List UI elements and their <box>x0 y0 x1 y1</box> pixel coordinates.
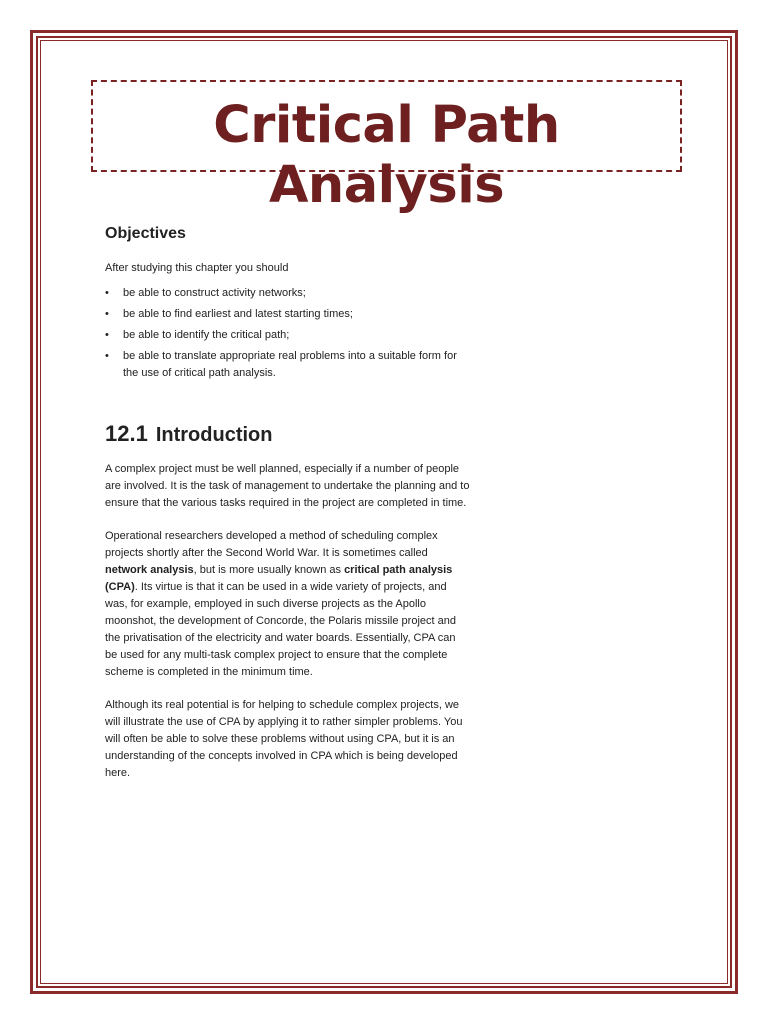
page-title: Critical Path Analysis <box>213 96 560 215</box>
paragraph-1: A complex project must be well planned, especially if a number of people are involved. It is the task of management to undertake the planning and to ensure that the various tasks required in the project are completed in time. <box>105 463 470 509</box>
objective-text: be able to identify the critical path; <box>123 329 290 341</box>
paragraph-2-text: , but is more usually known as <box>193 564 345 576</box>
section-number: 12.1 <box>105 421 148 446</box>
term-network-analysis: network analysis <box>105 564 194 576</box>
section-title: Introduction <box>155 424 273 446</box>
objectives-list <box>105 285 470 382</box>
list-item <box>105 285 470 302</box>
title-box <box>91 80 682 215</box>
list-item <box>105 327 470 344</box>
bullet-icon: • <box>105 308 109 320</box>
paragraph-2-text: . Its virtue is that it can be used in a wide variety of projects, and was, for example, employed in such diverse projects as the Apollo moonshot, the development of Concorde, the Polaris missile project and the privatisation of the electricity and water boards. Essentially, CPA can be used for any multi-task complex project to ensure that the complete scheme is completed in the minimum time. <box>105 581 456 678</box>
chapter-content <box>105 222 470 798</box>
paragraph-3: Although its real potential is for helping to schedule complex projects, we will illustrate the use of CPA by applying it to rather simpler problems. You will often be able to solve these problems without using CPA, but it is an understanding of the concepts involved in CPA which is being developed here. <box>105 699 463 779</box>
section-heading <box>105 420 470 449</box>
objectives-heading: Objectives <box>105 225 186 242</box>
list-item <box>105 348 470 382</box>
bullet-icon: • <box>105 350 109 362</box>
term-critical-path-analysis: critical path analysis (CPA) <box>105 564 453 593</box>
list-item <box>105 306 470 323</box>
paragraph-2-text: Operational researchers developed a method of scheduling complex projects shortly after the Second World War. It is sometimes called <box>105 530 438 559</box>
bullet-icon: • <box>105 287 109 299</box>
objectives-intro: After studying this chapter you should <box>105 262 289 274</box>
objective-text: be able to construct activity networks; <box>123 287 306 299</box>
paragraph-2 <box>105 528 470 681</box>
bullet-icon: • <box>105 329 109 341</box>
objective-text: be able to find earliest and latest starting times; <box>123 308 353 320</box>
objective-text: be able to translate appropriate real problems into a suitable form for the use of critical path analysis. <box>123 350 457 379</box>
